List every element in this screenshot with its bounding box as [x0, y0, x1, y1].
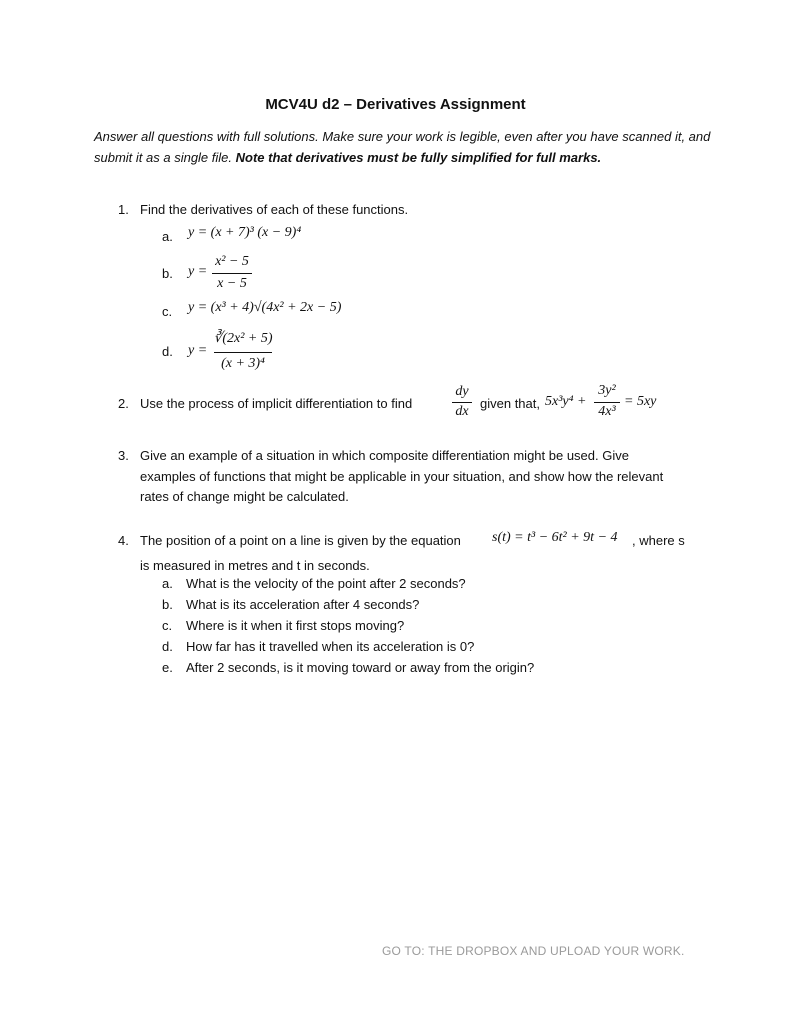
- q1-part-d-numerator: ∛(2x² + 5): [213, 331, 273, 346]
- q4-part-label: c.: [162, 618, 173, 633]
- q4-part-text: How far has it travelled when its acceleration is 0?: [186, 639, 475, 654]
- q4-line2: is measured in metres and t in seconds.: [140, 558, 370, 573]
- q4-part-label: e.: [162, 660, 173, 675]
- q4-text-after: , where s: [632, 533, 685, 548]
- q1-part-b-lhs: y =: [188, 264, 208, 279]
- q2-deriv-bar: [452, 402, 472, 403]
- q4-part-label: b.: [162, 597, 173, 612]
- q1-part-b-numerator: x² − 5: [215, 254, 249, 269]
- q1-part-b-label: b.: [162, 266, 173, 281]
- q1-part-d-fraction-bar: [214, 352, 272, 353]
- q4-part-text: Where is it when it first stops moving?: [186, 618, 405, 633]
- q2-number: 2.: [118, 396, 129, 411]
- instructions: [94, 127, 714, 168]
- q1-part-a-label: a.: [162, 229, 173, 244]
- q1-part-c-label: c.: [162, 304, 173, 319]
- q2-frac-denominator: 4x³: [598, 404, 616, 419]
- q1-part-d-lhs: y =: [188, 343, 208, 358]
- q1-part-a-expr: y = (x + 7)³ (x − 9)⁴: [188, 225, 302, 240]
- q2-text-before: Use the process of implicit differentiation to find: [140, 396, 413, 411]
- q2-deriv-numerator: dy: [455, 384, 469, 399]
- q4-part-text: After 2 seconds, is it moving toward or away from the origin?: [186, 660, 535, 675]
- q1-part-d-denominator: (x + 3)⁴: [221, 356, 265, 371]
- q2-deriv-denominator: dx: [455, 404, 469, 419]
- q2-text-after: given that,: [480, 396, 540, 411]
- q4-equation: s(t) = t³ − 6t² + 9t − 4: [492, 530, 618, 545]
- instructions-italic: Answer all questions with full solutions. Make sure your work is legible, even after you have scanned it, and submit it as a single file.: [94, 129, 711, 165]
- q2-frac-numerator: 3y²: [598, 383, 616, 398]
- q1-text: Find the derivatives of each of these functions.: [140, 202, 409, 217]
- q4-part-label: a.: [162, 576, 173, 591]
- q2-frac-bar: [594, 402, 620, 403]
- q2-equation-left: 5x³y⁴ +: [545, 394, 587, 409]
- q4-part-text: What is its acceleration after 4 seconds?: [186, 597, 420, 612]
- q4-text-before: The position of a point on a line is given by the equation: [140, 533, 461, 548]
- footer-upload-note: GO TO: THE DROPBOX AND UPLOAD YOUR WORK.: [382, 944, 685, 958]
- instructions-bold: Note that derivatives must be fully simplified for full marks.: [235, 149, 602, 165]
- q1-number: 1.: [118, 202, 129, 217]
- q3-text: Give an example of a situation in which composite differentiation might be used. Give examples of functions that might be applicable in your situation, and show how the relevant rates of change might be calculated.: [140, 448, 664, 504]
- q2-equation-right: = 5xy: [624, 394, 657, 409]
- q4-part-label: d.: [162, 639, 173, 654]
- q3-number: 3.: [118, 448, 129, 463]
- q1-part-d-label: d.: [162, 344, 173, 359]
- q4-number: 4.: [118, 533, 129, 548]
- q1-part-b-denominator: x − 5: [217, 276, 247, 291]
- q1-part-c-expr: y = (x³ + 4)√(4x² + 2x − 5): [188, 300, 342, 315]
- q1-part-b-fraction-bar: [212, 273, 252, 274]
- page-title: MCV4U d2 – Derivatives Assignment: [265, 96, 526, 113]
- q4-part-text: What is the velocity of the point after 2 seconds?: [186, 576, 466, 591]
